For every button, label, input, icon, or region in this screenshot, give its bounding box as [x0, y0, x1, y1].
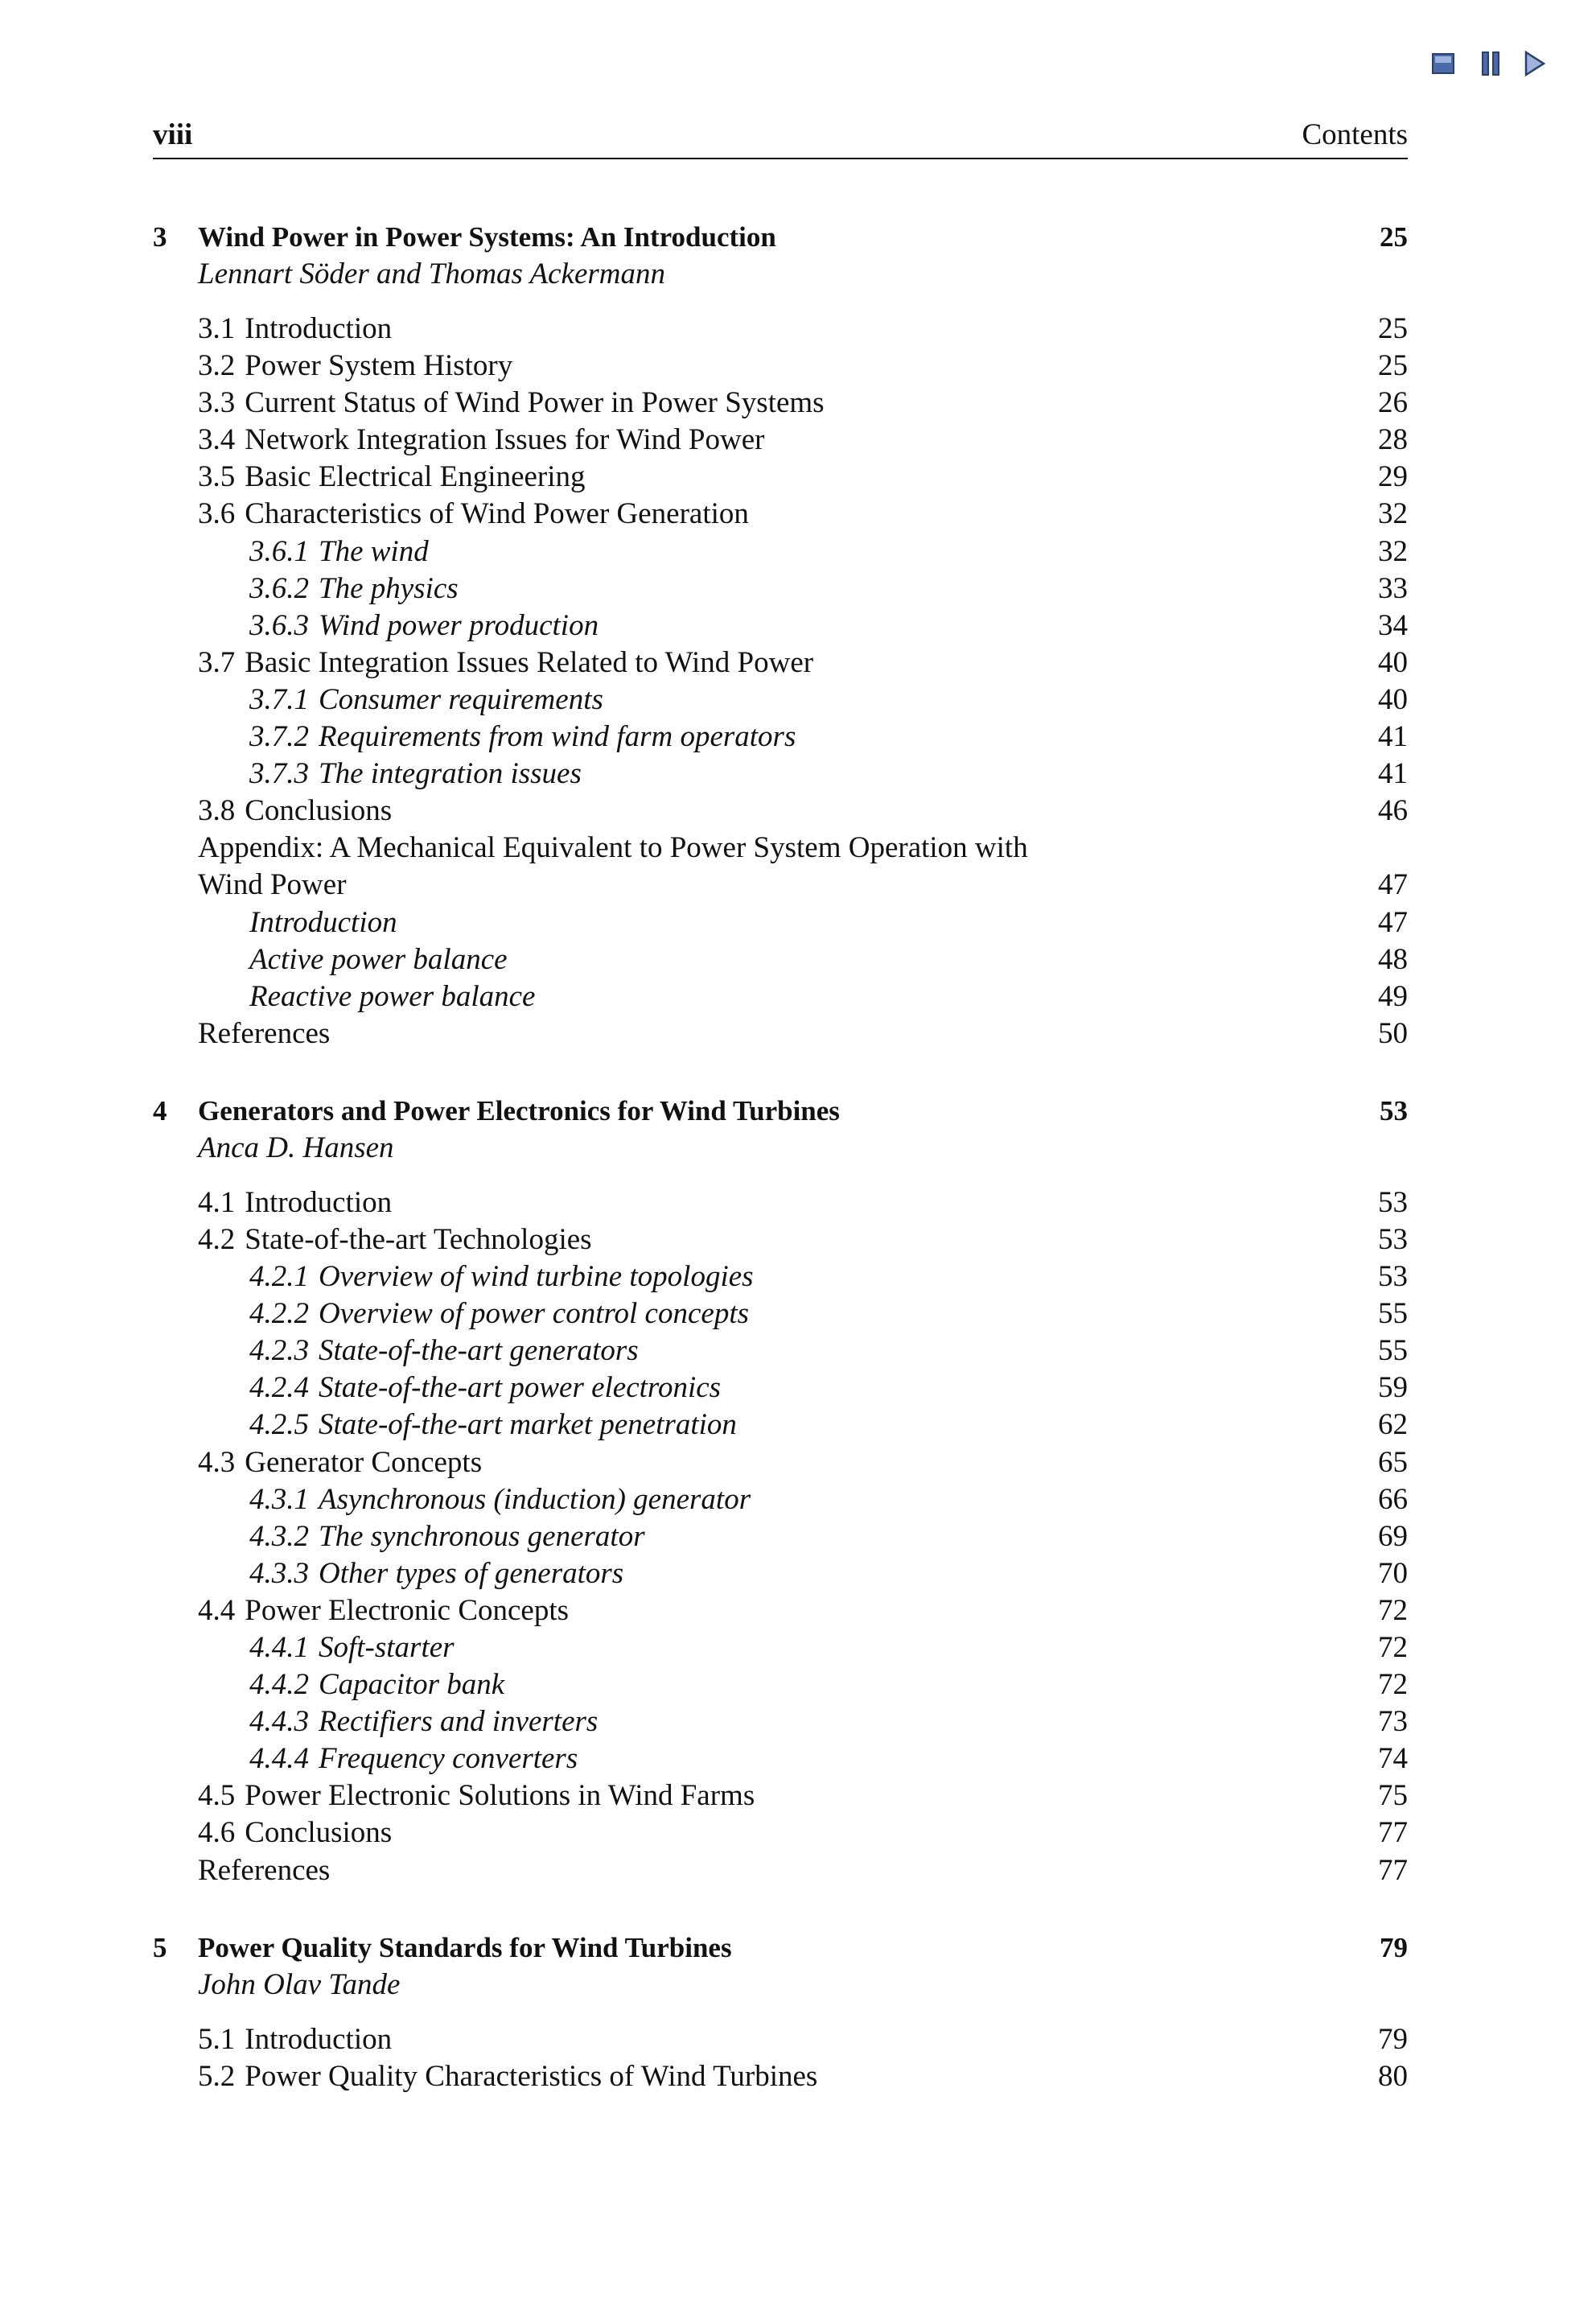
section-title: Power System History [245, 349, 513, 383]
section-title: Wind power production [319, 608, 599, 642]
section-number: 4.2.2 [249, 1297, 309, 1331]
section-title: Overview of power control concepts [319, 1297, 750, 1331]
chapter-author: Lennart Söder and Thomas Ackermann [198, 257, 666, 290]
section-title: State-of-the-art market penetration [319, 1408, 737, 1442]
section-page-number: 40 [1378, 645, 1408, 679]
toc-entry[interactable] [153, 1629, 1408, 1666]
toc-entry[interactable] [153, 1444, 1408, 1481]
section-title: References [198, 1853, 331, 1887]
section-page-number: 41 [1378, 720, 1408, 754]
section-title: Power Electronic Concepts [245, 1593, 570, 1627]
toc-entry[interactable] [153, 496, 1408, 533]
section-page-number: 41 [1378, 757, 1408, 791]
section-number: 3.7 [198, 645, 236, 679]
section-title: The physics [319, 571, 459, 605]
section-title: Soft-starter [319, 1631, 455, 1664]
section-page-number: 32 [1378, 534, 1408, 568]
section-page-number: 50 [1378, 1016, 1408, 1050]
section-title: The integration issues [319, 757, 582, 791]
section-number: 3.3 [198, 386, 236, 420]
section-number: 4.4 [198, 1593, 236, 1627]
toc-entry[interactable] [153, 608, 1408, 645]
section-title: Characteristics of Wind Power Generation [245, 497, 749, 531]
toc-entry[interactable] [153, 1814, 1408, 1851]
section-number: 4.4.1 [249, 1631, 309, 1664]
section-page-number: 80 [1378, 2059, 1408, 2093]
section-page-number: 47 [1378, 905, 1408, 939]
section-title: Other types of generators [319, 1556, 624, 1590]
toc-chapter [153, 219, 1408, 1052]
section-title: State-of-the-art power electronics [319, 1371, 722, 1405]
section-number: 4.1 [198, 1185, 236, 1219]
table-of-contents [153, 219, 1408, 2136]
section-page-number: 72 [1378, 1668, 1408, 1702]
chapter-number: 3 [153, 221, 167, 253]
section-title: Basic Electrical Engineering [245, 460, 586, 494]
page-folio: viii [153, 118, 193, 151]
toc-entry[interactable] [153, 830, 1408, 867]
section-number: 4.3 [198, 1445, 236, 1479]
section-title: Active power balance [249, 942, 508, 976]
toc-entry[interactable] [153, 1481, 1408, 1518]
section-number: 3.4 [198, 423, 236, 457]
section-title: Wind Power [198, 868, 347, 902]
chapter-author: Anca D. Hansen [198, 1131, 394, 1164]
section-number: 3.5 [198, 460, 236, 494]
toc-entry[interactable] [153, 1370, 1408, 1407]
section-page-number: 48 [1378, 942, 1408, 976]
section-number: 4.2 [198, 1222, 236, 1256]
section-page-number: 77 [1378, 1853, 1408, 1887]
section-page-number: 49 [1378, 979, 1408, 1013]
toc-entry[interactable] [153, 682, 1408, 719]
toc-chapter [153, 1093, 1408, 1889]
section-number: 3.7.1 [249, 682, 309, 716]
chapter-title-row[interactable] [153, 1093, 1408, 1130]
toc-entry[interactable] [153, 1703, 1408, 1740]
section-number: 4.4.2 [249, 1668, 309, 1702]
section-page-number: 73 [1378, 1705, 1408, 1739]
section-page-number: 28 [1378, 423, 1408, 457]
toc-entry[interactable] [153, 1666, 1408, 1703]
viewer-controls [1430, 50, 1551, 82]
toc-entry[interactable] [153, 459, 1408, 496]
section-number: 3.7.2 [249, 720, 309, 754]
chapter-page-number: 53 [1380, 1094, 1408, 1127]
chapter-number: 4 [153, 1094, 167, 1127]
section-number: 4.6 [198, 1816, 236, 1850]
toc-entry[interactable] [153, 1555, 1408, 1592]
toc-entry[interactable] [153, 385, 1408, 422]
section-page-number: 33 [1378, 571, 1408, 605]
section-number: 4.3.2 [249, 1519, 309, 1553]
toc-entry[interactable] [153, 793, 1408, 830]
toc-entry[interactable] [153, 1258, 1408, 1295]
section-page-number: 69 [1378, 1519, 1408, 1553]
section-number: 4.3.1 [249, 1482, 309, 1516]
section-page-number: 25 [1378, 349, 1408, 383]
section-title: The synchronous generator [319, 1519, 645, 1553]
section-number: 5.2 [198, 2059, 236, 2093]
section-title: Overview of wind turbine topologies [319, 1260, 754, 1294]
section-number: 3.6 [198, 497, 236, 531]
section-page-number: 70 [1378, 1556, 1408, 1590]
toc-chapter [153, 1930, 1408, 2095]
running-head: Contents [1302, 118, 1408, 151]
section-number: 4.2.3 [249, 1334, 309, 1368]
section-number: 4.4.3 [249, 1705, 309, 1739]
toc-entry[interactable] [153, 348, 1408, 385]
section-title: State-of-the-art generators [319, 1334, 639, 1368]
section-page-number: 65 [1378, 1445, 1408, 1479]
chapter-page-number: 25 [1380, 221, 1408, 253]
toc-entry[interactable] [153, 570, 1408, 608]
section-title: Asynchronous (induction) generator [319, 1482, 751, 1516]
section-page-number: 26 [1378, 386, 1408, 420]
toc-entry[interactable] [153, 533, 1408, 570]
section-title: Capacitor bank [319, 1668, 505, 1702]
toc-entry[interactable] [153, 2058, 1408, 2095]
section-page-number: 59 [1378, 1371, 1408, 1405]
section-number: 4.2.5 [249, 1408, 309, 1442]
page-header [153, 113, 1408, 159]
chapter-number: 5 [153, 1931, 167, 1963]
section-number: 4.2.4 [249, 1371, 309, 1405]
section-page-number: 47 [1378, 868, 1408, 902]
section-title: Power Quality Characteristics of Wind Turbines [245, 2059, 818, 2093]
section-title: Generator Concepts [245, 1445, 483, 1479]
section-title: References [198, 1016, 331, 1050]
section-number: 3.6.2 [249, 571, 309, 605]
section-title: Introduction [245, 2022, 393, 2056]
section-title: Network Integration Issues for Wind Power [245, 423, 765, 457]
section-page-number: 55 [1378, 1334, 1408, 1368]
section-number: 4.2.1 [249, 1260, 309, 1294]
chapter-page-number: 79 [1380, 1931, 1408, 1963]
toc-entry[interactable] [153, 1295, 1408, 1332]
section-page-number: 29 [1378, 460, 1408, 494]
toc-entry[interactable] [153, 904, 1408, 941]
section-title: Frequency converters [319, 1742, 578, 1776]
toc-entry[interactable] [153, 941, 1408, 978]
section-number: 4.3.3 [249, 1556, 309, 1590]
toc-entry[interactable] [153, 756, 1408, 793]
pause-icon[interactable] [1477, 50, 1504, 77]
section-number: 3.2 [198, 349, 236, 383]
toc-entry[interactable] [153, 1332, 1408, 1370]
toc-entry[interactable] [153, 1740, 1408, 1777]
toc-entry[interactable] [153, 1852, 1408, 1889]
section-title: Consumer requirements [319, 682, 603, 716]
section-page-number: 53 [1378, 1222, 1408, 1256]
stop-square-icon[interactable] [1430, 50, 1458, 77]
section-number: 3.8 [198, 794, 236, 828]
toc-entry[interactable] [153, 1592, 1408, 1629]
section-page-number: 40 [1378, 682, 1408, 716]
toc-entry[interactable] [153, 2021, 1408, 2058]
section-page-number: 79 [1378, 2022, 1408, 2056]
section-page-number: 25 [1378, 312, 1408, 345]
toc-entry[interactable] [153, 422, 1408, 459]
section-number: 3.1 [198, 312, 236, 345]
section-number: 3.6.3 [249, 608, 309, 642]
section-title: Introduction [249, 905, 397, 939]
section-title: Introduction [245, 1185, 393, 1219]
chapter-title: Generators and Power Electronics for Wind Turbines [198, 1094, 840, 1127]
section-title: Basic Integration Issues Related to Wind Power [245, 645, 814, 679]
chapter-title-row[interactable] [153, 1930, 1408, 1967]
chapter-title: Wind Power in Power Systems: An Introduction [198, 221, 776, 253]
section-page-number: 62 [1378, 1408, 1408, 1442]
section-page-number: 46 [1378, 794, 1408, 828]
section-number: 4.4.4 [249, 1742, 309, 1776]
section-title: Power Electronic Solutions in Wind Farms [245, 1779, 755, 1813]
section-title: Conclusions [245, 1816, 393, 1850]
section-number: 3.6.1 [249, 534, 309, 568]
section-page-number: 66 [1378, 1482, 1408, 1516]
chapter-author: John Olav Tande [198, 1967, 401, 2001]
section-page-number: 53 [1378, 1185, 1408, 1219]
section-title: Rectifiers and inverters [319, 1705, 598, 1739]
section-number: 3.7.3 [249, 757, 309, 791]
section-page-number: 75 [1378, 1779, 1408, 1813]
section-title: Requirements from wind farm operators [319, 720, 796, 754]
toc-entry[interactable] [153, 978, 1408, 1015]
toc-entry[interactable] [153, 1184, 1408, 1221]
section-page-number: 53 [1378, 1260, 1408, 1294]
section-page-number: 34 [1378, 608, 1408, 642]
toc-entry[interactable] [153, 719, 1408, 756]
section-page-number: 32 [1378, 497, 1408, 531]
section-page-number: 72 [1378, 1593, 1408, 1627]
toc-entry[interactable] [153, 1015, 1408, 1052]
toc-entry[interactable] [153, 867, 1408, 904]
section-title: The wind [319, 534, 429, 568]
section-title: State-of-the-art Technologies [245, 1222, 592, 1256]
chapter-title-row[interactable] [153, 219, 1408, 256]
section-page-number: 72 [1378, 1631, 1408, 1664]
section-number: 5.1 [198, 2022, 236, 2056]
chapter-title: Power Quality Standards for Wind Turbines [198, 1931, 732, 1963]
toc-entry[interactable] [153, 1221, 1408, 1258]
toc-entry[interactable] [153, 1407, 1408, 1444]
toc-entry[interactable] [153, 645, 1408, 682]
toc-entry[interactable] [153, 1777, 1408, 1814]
section-page-number: 77 [1378, 1816, 1408, 1850]
section-title: Reactive power balance [249, 979, 536, 1013]
section-page-number: 55 [1378, 1297, 1408, 1331]
section-number: 4.5 [198, 1779, 236, 1813]
toc-entry[interactable] [153, 311, 1408, 348]
section-page-number: 74 [1378, 1742, 1408, 1776]
section-title: Current Status of Wind Power in Power Systems [245, 386, 825, 420]
section-title: Conclusions [245, 794, 393, 828]
section-title: Introduction [245, 312, 393, 345]
toc-entry[interactable] [153, 1518, 1408, 1555]
play-triangle-icon[interactable] [1520, 50, 1548, 77]
section-title: Appendix: A Mechanical Equivalent to Power System Operation with [198, 831, 1028, 865]
